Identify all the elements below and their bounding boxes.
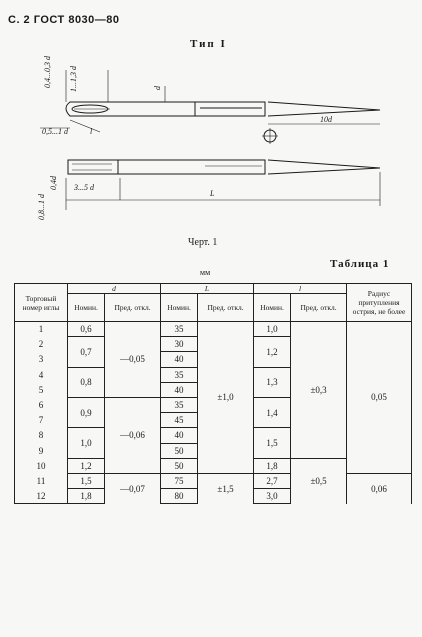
- label-groove-a: 0,8...1 d: [37, 194, 46, 220]
- cell-d-dev: —0,06: [105, 397, 161, 473]
- cell-d: 1,8: [68, 489, 105, 504]
- label-groove-len: 3...5 d: [74, 183, 94, 192]
- cell-L: 50: [160, 458, 197, 473]
- cell-L: 45: [160, 413, 197, 428]
- header-radius: Радиус притупления острия, не более: [347, 284, 412, 322]
- header-l-dev: Пред. откл.: [291, 294, 347, 322]
- cell-L: 40: [160, 352, 197, 367]
- row-number: 10: [15, 458, 68, 473]
- table-row: [15, 322, 412, 337]
- cell-d-dev: —0,05: [105, 322, 161, 398]
- page-header: С. 2 ГОСТ 8030—80: [8, 14, 120, 26]
- row-number: 4: [15, 367, 68, 382]
- header-L-nom: Номин.: [160, 294, 197, 322]
- row-number: 3: [15, 352, 68, 367]
- label-L: L: [210, 189, 215, 198]
- cell-l: 1,0: [253, 322, 290, 337]
- cell-d: 1,5: [68, 473, 105, 488]
- row-number: 12: [15, 489, 68, 504]
- cell-L-dev: ±1,5: [198, 473, 254, 503]
- label-d: d: [153, 86, 162, 90]
- needle-drawing: [0, 50, 422, 240]
- cell-l-dev: ±0,3: [291, 322, 347, 459]
- row-number: 5: [15, 382, 68, 397]
- row-number: 11: [15, 473, 68, 488]
- cell-L: 75: [160, 473, 197, 488]
- label-l-small: l: [90, 127, 93, 136]
- header-d: d: [68, 284, 161, 294]
- cell-L: 35: [160, 367, 197, 382]
- table-unit: мм: [200, 268, 211, 277]
- cell-L-dev: ±1,0: [198, 322, 254, 474]
- cell-L: 30: [160, 337, 197, 352]
- header-d-nom: Номин.: [68, 294, 105, 322]
- cell-l: 1,5: [253, 428, 290, 458]
- cell-l: 3,0: [253, 489, 290, 504]
- cell-d: 0,8: [68, 367, 105, 397]
- cell-d-dev: —0,07: [105, 473, 161, 503]
- cell-l: 2,7: [253, 473, 290, 488]
- figure-type-title: Тип I: [190, 38, 227, 50]
- cell-L: 50: [160, 443, 197, 458]
- table-title: Таблица 1: [330, 258, 390, 270]
- label-groove-b: 0,4d: [49, 176, 58, 190]
- header-number: Торговый номер иглы: [15, 284, 68, 322]
- header-l: l: [253, 284, 346, 294]
- figure-caption: Черт. 1: [188, 237, 218, 248]
- label-tip-a: 0,4...0,3 d: [43, 56, 52, 88]
- label-tip-b: 0,5...1 d: [42, 127, 68, 136]
- cell-L: 40: [160, 428, 197, 443]
- row-number: 9: [15, 443, 68, 458]
- cell-L: 80: [160, 489, 197, 504]
- row-number: 6: [15, 397, 68, 412]
- cell-d: 0,7: [68, 337, 105, 367]
- cell-l: 1,4: [253, 397, 290, 427]
- cell-d: 0,6: [68, 322, 105, 337]
- header-L-dev: Пред. откл.: [198, 294, 254, 322]
- label-eye-len: 1...1,3 d: [69, 66, 78, 92]
- cell-radius: 0,05: [347, 322, 412, 474]
- cell-d: 0,9: [68, 397, 105, 427]
- row-number: 8: [15, 428, 68, 443]
- cell-L: 40: [160, 382, 197, 397]
- cell-l: 1,3: [253, 367, 290, 397]
- row-number: 7: [15, 413, 68, 428]
- cell-radius: 0,06: [347, 473, 412, 503]
- cell-L: 35: [160, 322, 197, 337]
- header-L: L: [160, 284, 253, 294]
- cell-l: 1,2: [253, 337, 290, 367]
- cell-d: 1,0: [68, 428, 105, 458]
- header-d-dev: Пред. откл.: [105, 294, 161, 322]
- row-number: 2: [15, 337, 68, 352]
- header-l-nom: Номин.: [253, 294, 290, 322]
- cell-d: 1,2: [68, 458, 105, 473]
- table-row: [15, 473, 412, 488]
- row-number: 1: [15, 322, 68, 337]
- needle-size-table: [14, 283, 412, 504]
- cell-l: 1,8: [253, 458, 290, 473]
- cell-l-dev: ±0,5: [291, 458, 347, 504]
- label-tip-len: 10d: [320, 115, 332, 124]
- cell-L: 35: [160, 397, 197, 412]
